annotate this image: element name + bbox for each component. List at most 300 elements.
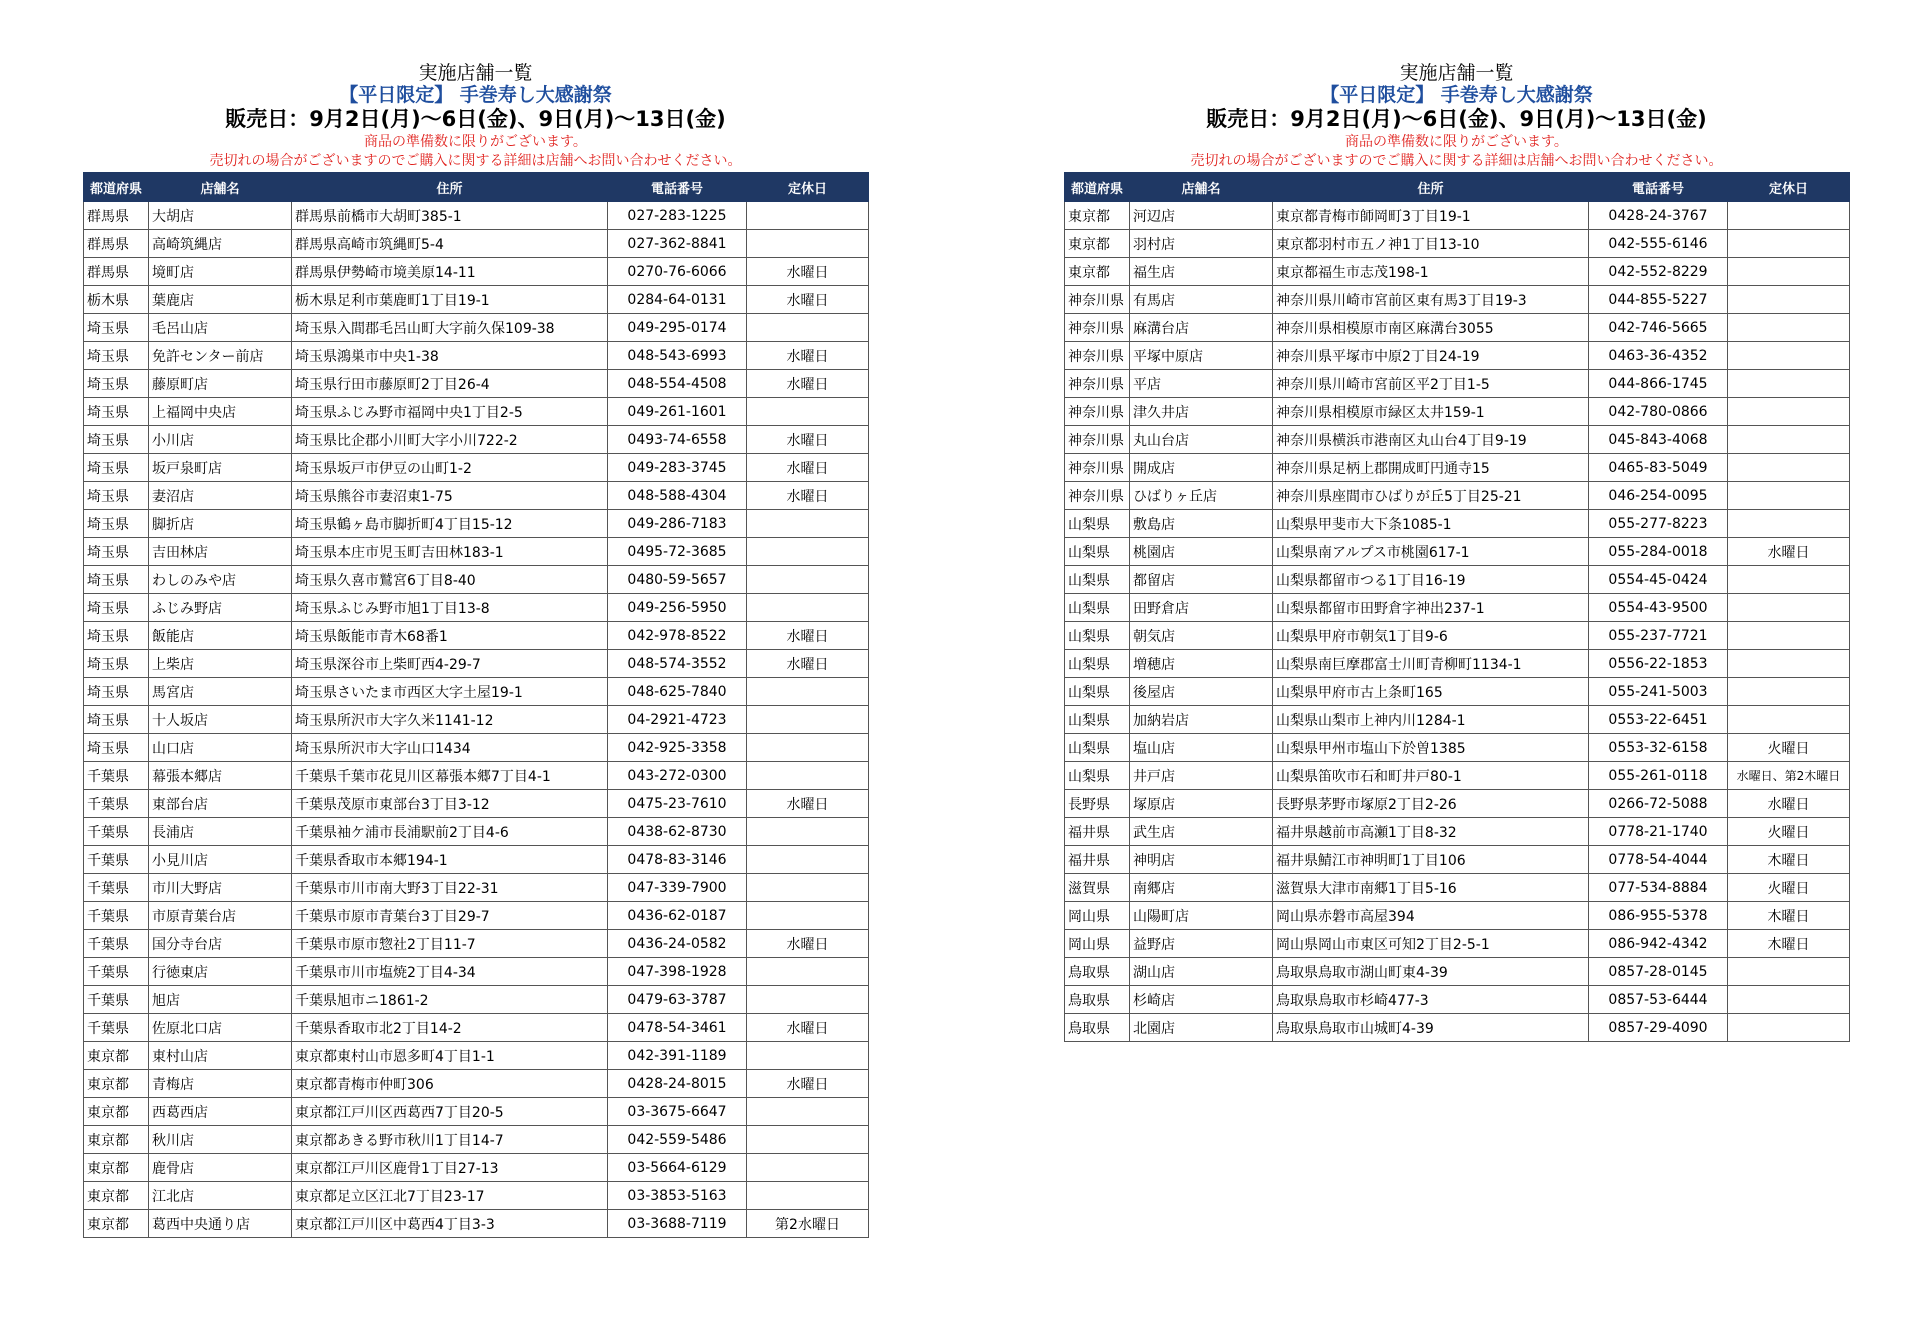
cell-store-name: 後屋店 (1130, 678, 1273, 706)
cell-address: 福井県鯖江市神明町1丁目106 (1273, 846, 1589, 874)
cell-closed-day (1728, 482, 1850, 510)
cell-closed-day: 水曜日 (747, 1070, 869, 1098)
cell-closed-day (1728, 258, 1850, 286)
cell-tel: 0436-24-0582 (608, 930, 747, 958)
cell-closed-day (747, 846, 869, 874)
cell-pref: 埼玉県 (84, 314, 149, 342)
cell-address: 山梨県甲州市塩山下於曽1385 (1273, 734, 1589, 762)
cell-pref: 福井県 (1065, 846, 1130, 874)
cell-store-name: 吉田林店 (149, 538, 292, 566)
cell-pref: 埼玉県 (84, 454, 149, 482)
table-row (84, 930, 869, 958)
cell-address: 滋賀県大津市南郷1丁目5-16 (1273, 874, 1589, 902)
cell-pref: 神奈川県 (1065, 426, 1130, 454)
cell-store-name: 平塚中原店 (1130, 342, 1273, 370)
cell-pref: 山梨県 (1065, 678, 1130, 706)
cell-store-name: 杉崎店 (1130, 986, 1273, 1014)
stock-note: 商品の準備数に限りがございます。 (1345, 134, 1568, 150)
table-row (1065, 622, 1850, 650)
cell-store-name: 敷島店 (1130, 510, 1273, 538)
cell-address: 千葉県市川市南大野3丁目22-31 (292, 874, 608, 902)
cell-pref: 埼玉県 (84, 398, 149, 426)
cell-pref: 東京都 (84, 1070, 149, 1098)
cell-pref: 鳥取県 (1065, 986, 1130, 1014)
cell-tel: 049-295-0174 (608, 314, 747, 342)
table-row (84, 846, 869, 874)
cell-pref: 東京都 (84, 1210, 149, 1238)
cell-address: 埼玉県鴻巣市中央1-38 (292, 342, 608, 370)
col-header-store: 店舗名 (1130, 173, 1273, 202)
cell-pref: 埼玉県 (84, 510, 149, 538)
cell-closed-day (747, 510, 869, 538)
cell-store-name: 西葛西店 (149, 1098, 292, 1126)
cell-store-name: 塚原店 (1130, 790, 1273, 818)
cell-store-name: 朝気店 (1130, 622, 1273, 650)
cell-closed-day (1728, 230, 1850, 258)
cell-store-name: 福生店 (1130, 258, 1273, 286)
cell-pref: 群馬県 (84, 230, 149, 258)
cell-tel: 0495-72-3685 (608, 538, 747, 566)
cell-tel: 049-286-7183 (608, 510, 747, 538)
cell-closed-day: 水曜日 (747, 1014, 869, 1042)
cell-tel: 0428-24-3767 (1589, 202, 1728, 230)
cell-pref: 埼玉県 (84, 734, 149, 762)
cell-address: 鳥取県鳥取市山城町4-39 (1273, 1014, 1589, 1042)
cell-address: 埼玉県鶴ヶ島市脚折町4丁目15-12 (292, 510, 608, 538)
cell-pref: 千葉県 (84, 958, 149, 986)
col-header-pref: 都道府県 (1065, 173, 1130, 202)
cell-pref: 東京都 (1065, 230, 1130, 258)
cell-closed-day: 水曜日 (747, 370, 869, 398)
cell-pref: 山梨県 (1065, 538, 1130, 566)
cell-closed-day (747, 1154, 869, 1182)
cell-tel: 0857-53-6444 (1589, 986, 1728, 1014)
cell-address: 埼玉県飯能市青木68番1 (292, 622, 608, 650)
store-table (1064, 172, 1850, 1042)
cell-address: 千葉県市原市惣社2丁目11-7 (292, 930, 608, 958)
table-row (84, 594, 869, 622)
col-header-tel: 電話番号 (608, 173, 747, 202)
cell-store-name: 津久井店 (1130, 398, 1273, 426)
table-row (1065, 566, 1850, 594)
cell-closed-day (1728, 286, 1850, 314)
cell-tel: 042-925-3358 (608, 734, 747, 762)
table-row (84, 1182, 869, 1210)
cell-closed-day (747, 314, 869, 342)
cell-tel: 055-241-5003 (1589, 678, 1728, 706)
cell-tel: 044-866-1745 (1589, 370, 1728, 398)
cell-pref: 神奈川県 (1065, 314, 1130, 342)
cell-tel: 04-2921-4723 (608, 706, 747, 734)
table-row (1065, 510, 1850, 538)
table-row (1065, 678, 1850, 706)
cell-pref: 千葉県 (84, 902, 149, 930)
cell-store-name: 河辺店 (1130, 202, 1273, 230)
table-row (84, 482, 869, 510)
cell-closed-day (747, 678, 869, 706)
cell-address: 千葉県旭市ニ1861-2 (292, 986, 608, 1014)
table-row (84, 1070, 869, 1098)
cell-closed-day: 水曜日 (747, 622, 869, 650)
cell-address: 山梨県甲府市古上条町165 (1273, 678, 1589, 706)
cell-store-name: 有馬店 (1130, 286, 1273, 314)
cell-store-name: 市原青葉台店 (149, 902, 292, 930)
sale-dates: 販売日：9月2日(月)～6日(金)、9日(月)～13日(金) (1206, 107, 1707, 131)
stock-note: 商品の準備数に限りがございます。 (364, 134, 587, 150)
cell-store-name: 山陽町店 (1130, 902, 1273, 930)
cell-closed-day: 水曜日 (747, 342, 869, 370)
cell-tel: 0778-54-4044 (1589, 846, 1728, 874)
cell-closed-day (1728, 986, 1850, 1014)
cell-store-name: 飯能店 (149, 622, 292, 650)
cell-closed-day (1728, 398, 1850, 426)
table-row (84, 1014, 869, 1042)
cell-tel: 042-559-5486 (608, 1126, 747, 1154)
table-row (1065, 650, 1850, 678)
cell-address: 東京都江戸川区西葛西7丁目20-5 (292, 1098, 608, 1126)
cell-address: 埼玉県ふじみ野市旭1丁目13-8 (292, 594, 608, 622)
cell-tel: 03-5664-6129 (608, 1154, 747, 1182)
cell-tel: 086-955-5378 (1589, 902, 1728, 930)
cell-address: 埼玉県坂戸市伊豆の山町1-2 (292, 454, 608, 482)
store-table (83, 172, 869, 1238)
cell-tel: 055-237-7721 (1589, 622, 1728, 650)
table-row (1065, 902, 1850, 930)
cell-address: 群馬県高崎市筑縄町5-4 (292, 230, 608, 258)
cell-store-name: ひばりヶ丘店 (1130, 482, 1273, 510)
cell-pref: 神奈川県 (1065, 370, 1130, 398)
cell-address: 群馬県伊勢崎市境美原14-11 (292, 258, 608, 286)
cell-tel: 0857-28-0145 (1589, 958, 1728, 986)
table-row (1065, 426, 1850, 454)
cell-store-name: 小川店 (149, 426, 292, 454)
cell-address: 東京都江戸川区鹿骨1丁目27-13 (292, 1154, 608, 1182)
cell-closed-day (1728, 566, 1850, 594)
cell-tel: 055-277-8223 (1589, 510, 1728, 538)
cell-tel: 042-978-8522 (608, 622, 747, 650)
cell-store-name: 上福岡中央店 (149, 398, 292, 426)
table-row (84, 706, 869, 734)
cell-tel: 055-284-0018 (1589, 538, 1728, 566)
cell-address: 神奈川県平塚市中原2丁目24-19 (1273, 342, 1589, 370)
cell-address: 埼玉県所沢市大字山口1434 (292, 734, 608, 762)
table-row (1065, 986, 1850, 1014)
list-title: 実施店舗一覧 (1399, 62, 1514, 84)
table-row (1065, 482, 1850, 510)
col-header-address: 住所 (292, 173, 608, 202)
cell-store-name: 武生店 (1130, 818, 1273, 846)
cell-tel: 042-552-8229 (1589, 258, 1728, 286)
cell-store-name: 北園店 (1130, 1014, 1273, 1042)
col-header-closed: 定休日 (1728, 173, 1850, 202)
cell-closed-day (747, 1182, 869, 1210)
table-row (84, 510, 869, 538)
table-row (84, 286, 869, 314)
cell-pref: 神奈川県 (1065, 398, 1130, 426)
cell-pref: 埼玉県 (84, 538, 149, 566)
cell-store-name: 東部台店 (149, 790, 292, 818)
cell-closed-day (1728, 678, 1850, 706)
cell-tel: 0438-62-8730 (608, 818, 747, 846)
cell-address: 埼玉県ふじみ野市福岡中央1丁目2-5 (292, 398, 608, 426)
table-row (1065, 958, 1850, 986)
table-row (84, 566, 869, 594)
cell-tel: 043-272-0300 (608, 762, 747, 790)
cell-address: 山梨県甲府市朝気1丁目9-6 (1273, 622, 1589, 650)
cell-store-name: わしのみや店 (149, 566, 292, 594)
cell-address: 岡山県岡山市東区可知2丁目2-5-1 (1273, 930, 1589, 958)
cell-store-name: 青梅店 (149, 1070, 292, 1098)
cell-store-name: 羽村店 (1130, 230, 1273, 258)
cell-address: 東京都あきる野市秋川1丁目14-7 (292, 1126, 608, 1154)
cell-pref: 千葉県 (84, 818, 149, 846)
cell-pref: 山梨県 (1065, 734, 1130, 762)
cell-tel: 0463-36-4352 (1589, 342, 1728, 370)
cell-pref: 山梨県 (1065, 706, 1130, 734)
cell-tel: 0556-22-1853 (1589, 650, 1728, 678)
cell-tel: 049-261-1601 (608, 398, 747, 426)
table-row (84, 818, 869, 846)
cell-store-name: 麻溝台店 (1130, 314, 1273, 342)
cell-tel: 0554-43-9500 (1589, 594, 1728, 622)
cell-address: 東京都福生市志茂198-1 (1273, 258, 1589, 286)
cell-closed-day: 水曜日、第2木曜日 (1728, 762, 1850, 790)
table-row (84, 426, 869, 454)
cell-pref: 埼玉県 (84, 650, 149, 678)
cell-tel: 0478-54-3461 (608, 1014, 747, 1042)
cell-tel: 027-283-1225 (608, 202, 747, 230)
table-row (84, 762, 869, 790)
cell-closed-day: 水曜日 (747, 482, 869, 510)
cell-pref: 神奈川県 (1065, 454, 1130, 482)
cell-pref: 群馬県 (84, 258, 149, 286)
cell-address: 千葉県千葉市花見川区幕張本郷7丁目4-1 (292, 762, 608, 790)
table-row (1065, 398, 1850, 426)
cell-pref: 岡山県 (1065, 930, 1130, 958)
cell-address: 埼玉県行田市藤原町2丁目26-4 (292, 370, 608, 398)
cell-store-name: 増穂店 (1130, 650, 1273, 678)
col-header-tel: 電話番号 (1589, 173, 1728, 202)
table-row (84, 790, 869, 818)
left-page (83, 62, 868, 1238)
cell-closed-day (1728, 706, 1850, 734)
cell-address: 神奈川県座間市ひばりが丘5丁目25-21 (1273, 482, 1589, 510)
cell-tel: 0857-29-4090 (1589, 1014, 1728, 1042)
table-row (84, 902, 869, 930)
cell-tel: 055-261-0118 (1589, 762, 1728, 790)
cell-pref: 長野県 (1065, 790, 1130, 818)
table-row (84, 1042, 869, 1070)
cell-closed-day (1728, 622, 1850, 650)
cell-pref: 神奈川県 (1065, 342, 1130, 370)
event-title: 【平日限定】 手巻寿し大感謝祭 (1320, 84, 1593, 106)
cell-tel: 03-3688-7119 (608, 1210, 747, 1238)
cell-store-name: 十人坂店 (149, 706, 292, 734)
cell-pref: 東京都 (1065, 258, 1130, 286)
cell-pref: 千葉県 (84, 790, 149, 818)
cell-pref: 鳥取県 (1065, 958, 1130, 986)
cell-address: 神奈川県足柄上郡開成町円通寺15 (1273, 454, 1589, 482)
cell-tel: 048-588-4304 (608, 482, 747, 510)
cell-pref: 滋賀県 (1065, 874, 1130, 902)
table-header-row (84, 173, 869, 202)
cell-tel: 0475-23-7610 (608, 790, 747, 818)
cell-address: 山梨県山梨市上神内川1284-1 (1273, 706, 1589, 734)
cell-store-name: 幕張本郷店 (149, 762, 292, 790)
cell-store-name: 南郷店 (1130, 874, 1273, 902)
cell-store-name: 市川大野店 (149, 874, 292, 902)
cell-pref: 千葉県 (84, 874, 149, 902)
cell-closed-day (747, 1126, 869, 1154)
cell-tel: 0479-63-3787 (608, 986, 747, 1014)
cell-closed-day (1728, 958, 1850, 986)
cell-store-name: 佐原北口店 (149, 1014, 292, 1042)
cell-tel: 077-534-8884 (1589, 874, 1728, 902)
table-row (84, 342, 869, 370)
cell-pref: 鳥取県 (1065, 1014, 1130, 1042)
cell-pref: 東京都 (84, 1126, 149, 1154)
cell-pref: 埼玉県 (84, 426, 149, 454)
cell-address: 東京都足立区江北7丁目23-17 (292, 1182, 608, 1210)
cell-pref: 山梨県 (1065, 566, 1130, 594)
table-header-row (1065, 173, 1850, 202)
cell-store-name: 藤原町店 (149, 370, 292, 398)
cell-tel: 048-625-7840 (608, 678, 747, 706)
cell-closed-day: 水曜日 (747, 286, 869, 314)
cell-store-name: 境町店 (149, 258, 292, 286)
cell-closed-day (747, 706, 869, 734)
cell-closed-day: 水曜日 (747, 454, 869, 482)
cell-address: 栃木県足利市葉鹿町1丁目19-1 (292, 286, 608, 314)
table-row (1065, 762, 1850, 790)
table-row (1065, 538, 1850, 566)
cell-address: 埼玉県熊谷市妻沼東1-75 (292, 482, 608, 510)
cell-closed-day: 水曜日 (747, 790, 869, 818)
table-row (1065, 846, 1850, 874)
cell-closed-day (747, 902, 869, 930)
cell-address: 埼玉県入間郡毛呂山町大字前久保109-38 (292, 314, 608, 342)
cell-tel: 042-746-5665 (1589, 314, 1728, 342)
cell-address: 埼玉県久喜市鷲宮6丁目8-40 (292, 566, 608, 594)
cell-address: 鳥取県鳥取市湖山町東4-39 (1273, 958, 1589, 986)
cell-closed-day (747, 1042, 869, 1070)
cell-closed-day: 火曜日 (1728, 874, 1850, 902)
cell-closed-day (747, 958, 869, 986)
cell-closed-day (1728, 342, 1850, 370)
list-title: 実施店舗一覧 (418, 62, 533, 84)
table-row (1065, 370, 1850, 398)
cell-store-name: 馬宮店 (149, 678, 292, 706)
cell-tel: 048-554-4508 (608, 370, 747, 398)
cell-pref: 埼玉県 (84, 342, 149, 370)
event-title: 【平日限定】 手巻寿し大感謝祭 (339, 84, 612, 106)
cell-tel: 0465-83-5049 (1589, 454, 1728, 482)
cell-tel: 0478-83-3146 (608, 846, 747, 874)
table-row (1065, 734, 1850, 762)
cell-store-name: 平店 (1130, 370, 1273, 398)
cell-closed-day: 火曜日 (1728, 818, 1850, 846)
cell-pref: 山梨県 (1065, 510, 1130, 538)
cell-closed-day: 第2水曜日 (747, 1210, 869, 1238)
table-row (84, 314, 869, 342)
cell-pref: 群馬県 (84, 202, 149, 230)
table-row (84, 258, 869, 286)
cell-store-name: 葉鹿店 (149, 286, 292, 314)
cell-closed-day: 水曜日 (747, 258, 869, 286)
cell-address: 埼玉県本庄市児玉町吉田林183-1 (292, 538, 608, 566)
cell-tel: 03-3675-6647 (608, 1098, 747, 1126)
cell-pref: 埼玉県 (84, 370, 149, 398)
cell-store-name: 上柴店 (149, 650, 292, 678)
cell-address: 岡山県赤磐市高屋394 (1273, 902, 1589, 930)
table-body (1065, 202, 1850, 1042)
cell-address: 山梨県都留市田野倉字神出237-1 (1273, 594, 1589, 622)
cell-tel: 049-256-5950 (608, 594, 747, 622)
cell-closed-day (747, 874, 869, 902)
cell-tel: 045-843-4068 (1589, 426, 1728, 454)
sold-out-note: 売切れの場合がございますのでご購入に関する詳細は店舗へお問い合わせください。 (1190, 153, 1723, 169)
cell-closed-day (747, 762, 869, 790)
cell-address: 長野県茅野市塚原2丁目2-26 (1273, 790, 1589, 818)
cell-closed-day (747, 230, 869, 258)
cell-pref: 山梨県 (1065, 622, 1130, 650)
cell-closed-day (1728, 454, 1850, 482)
cell-address: 埼玉県さいたま市西区大字土屋19-1 (292, 678, 608, 706)
cell-store-name: 湖山店 (1130, 958, 1273, 986)
cell-closed-day (1728, 594, 1850, 622)
table-body (84, 202, 869, 1238)
cell-pref: 神奈川県 (1065, 286, 1130, 314)
cell-address: 東京都江戸川区中葛西4丁目3-3 (292, 1210, 608, 1238)
cell-tel: 049-283-3745 (608, 454, 747, 482)
cell-tel: 046-254-0095 (1589, 482, 1728, 510)
table-row (1065, 594, 1850, 622)
cell-store-name: 東村山店 (149, 1042, 292, 1070)
cell-closed-day (747, 538, 869, 566)
cell-store-name: 行徳東店 (149, 958, 292, 986)
table-row (84, 650, 869, 678)
cell-address: 神奈川県相模原市緑区太井159-1 (1273, 398, 1589, 426)
cell-store-name: 都留店 (1130, 566, 1273, 594)
sale-dates: 販売日：9月2日(月)～6日(金)、9日(月)～13日(金) (225, 107, 726, 131)
cell-address: 埼玉県深谷市上柴町西4-29-7 (292, 650, 608, 678)
col-header-closed: 定休日 (747, 173, 869, 202)
table-row (84, 398, 869, 426)
cell-closed-day: 水曜日 (747, 426, 869, 454)
cell-closed-day (1728, 202, 1850, 230)
cell-pref: 千葉県 (84, 846, 149, 874)
right-page (1064, 62, 1849, 1042)
cell-address: 千葉県香取市本郷194-1 (292, 846, 608, 874)
cell-address: 山梨県南巨摩郡富士川町青柳町1134-1 (1273, 650, 1589, 678)
cell-tel: 086-942-4342 (1589, 930, 1728, 958)
table-row (84, 538, 869, 566)
table-row (84, 678, 869, 706)
cell-store-name: 山口店 (149, 734, 292, 762)
cell-closed-day (747, 398, 869, 426)
cell-pref: 山梨県 (1065, 594, 1130, 622)
cell-address: 神奈川県横浜市港南区丸山台4丁目9-19 (1273, 426, 1589, 454)
cell-pref: 山梨県 (1065, 650, 1130, 678)
cell-pref: 東京都 (1065, 202, 1130, 230)
table-row (84, 454, 869, 482)
cell-address: 山梨県南アルプス市桃園617-1 (1273, 538, 1589, 566)
cell-closed-day (747, 594, 869, 622)
cell-tel: 027-362-8841 (608, 230, 747, 258)
cell-store-name: 免許センター前店 (149, 342, 292, 370)
cell-store-name: 江北店 (149, 1182, 292, 1210)
cell-tel: 0270-76-6066 (608, 258, 747, 286)
